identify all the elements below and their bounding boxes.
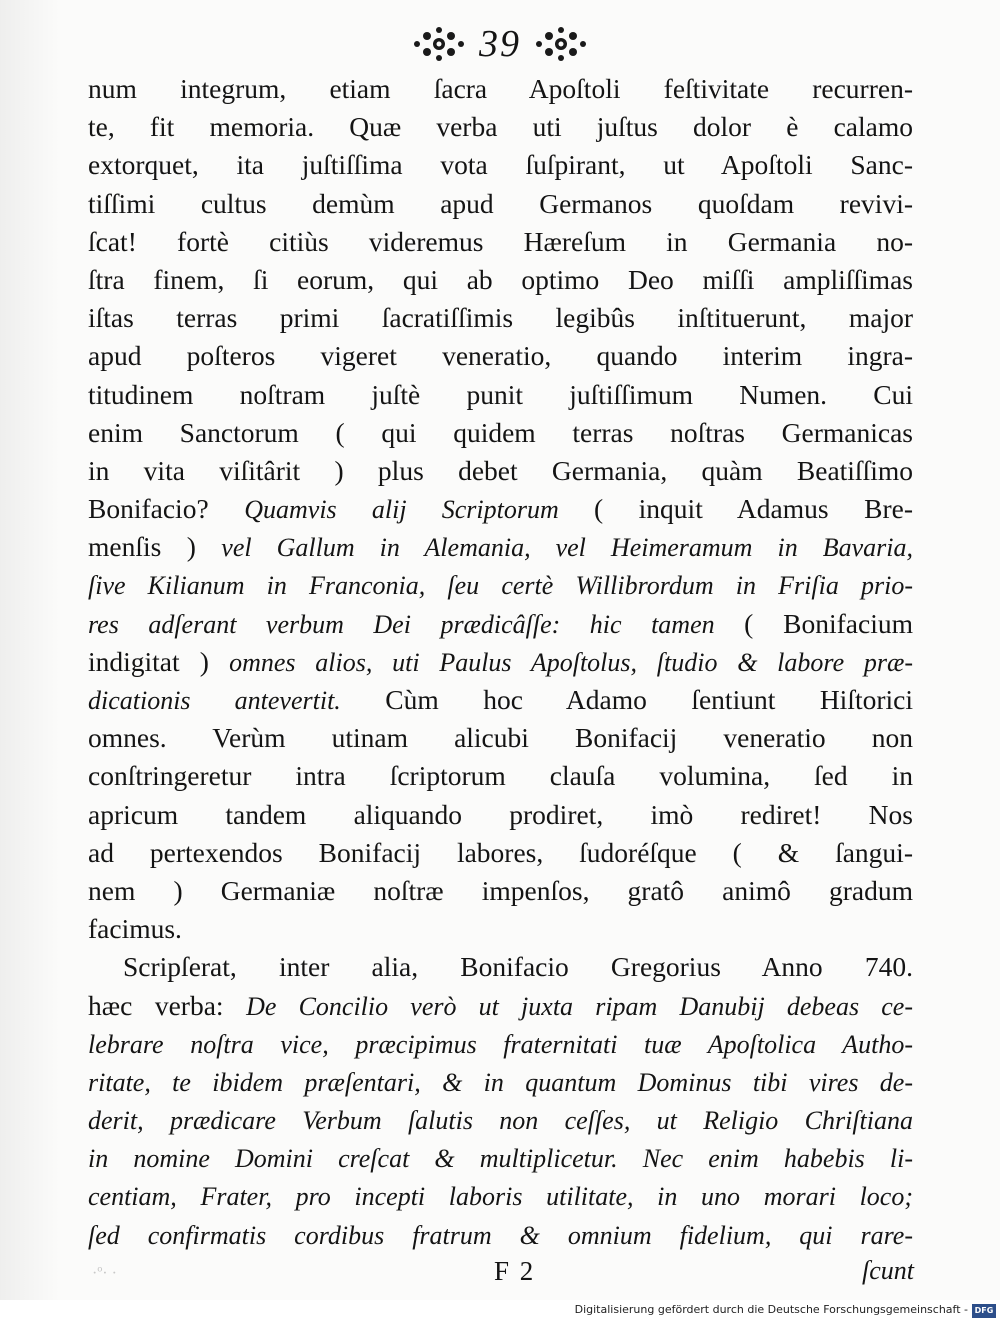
italic-text-segment: in nomine Domini creſcat & multiplicetur. Nec enim habebis li- xyxy=(88,1144,913,1174)
dfg-logo-icon: DFG xyxy=(972,1304,996,1318)
italic-text-segment: dicationis antevertit. xyxy=(88,686,341,715)
text-line xyxy=(88,566,913,604)
text-line xyxy=(88,528,913,566)
text-line xyxy=(88,948,913,986)
text-segment: conſtringeretur intra ſcriptorum clauſa volumina, ſed in xyxy=(88,760,913,792)
text-line xyxy=(88,872,913,910)
text-line xyxy=(88,719,913,757)
text-line xyxy=(88,1177,913,1215)
text-line xyxy=(88,605,913,643)
text-line xyxy=(88,834,913,872)
text-line xyxy=(88,757,913,795)
text-segment: Scripſerat, inter alia, Bonifacio Gregorius Anno 740. xyxy=(123,951,913,983)
text-line xyxy=(88,1063,913,1101)
text-segment: menſis ) xyxy=(88,531,222,563)
text-line xyxy=(88,223,913,261)
text-segment: indigitat ) xyxy=(88,645,230,677)
italic-text-segment: De Concilio verò ut juxta ripam Danubij debeas ce- xyxy=(246,991,913,1021)
text-segment: enim Sanctorum ( qui quidem terras noſtras Germanicas xyxy=(88,416,913,448)
body-text xyxy=(88,70,913,1254)
text-segment: in vita viſitârit ) plus debet Germania, quàm Beatiſſimo xyxy=(88,454,913,486)
text-line xyxy=(88,643,913,681)
text-segment: nem ) Germaniæ noſtræ impenſos, gratô animô gradum xyxy=(88,874,913,906)
text-line xyxy=(88,796,913,834)
text-segment: ſcat! fortè citiùs videremus Hæreſum in Germania no- xyxy=(88,225,913,257)
text-line xyxy=(88,337,913,375)
digitization-footer xyxy=(0,1300,1000,1325)
text-segment: titudinem noſtram juſtè punit juſtiſſimum Numen. Cui xyxy=(88,378,913,410)
italic-text-segment: ritate, te ibidem præſentari, & in quantum Dominus tibi vires de- xyxy=(88,1067,913,1097)
text-line xyxy=(88,452,913,490)
text-segment: hæc verba: xyxy=(88,989,247,1021)
text-line xyxy=(88,299,913,337)
text-segment: omnes. Verùm utinam alicubi Bonifacij veneratio non xyxy=(88,722,913,754)
text-line xyxy=(88,70,913,108)
text-segment: ( Bonifacium xyxy=(744,607,913,639)
fleuron-ornament-left-icon xyxy=(409,24,469,64)
text-segment: apud poſteros vigeret veneratio, quando interim ingra- xyxy=(88,340,913,372)
text-line xyxy=(88,185,913,223)
italic-text-segment: derit, prædicare Verbum ſalutis non ceſſes, ut Religio Chriſtiana xyxy=(88,1106,913,1136)
text-segment: ( inquit Adamus Bre- xyxy=(593,493,913,525)
italic-text-segment: omnes alios, uti Paulus Apoſtolus, ſtudio & labore præ- xyxy=(229,647,913,677)
text-line xyxy=(88,1216,913,1254)
text-segment: facimus. xyxy=(88,913,182,945)
text-line xyxy=(88,1025,913,1063)
italic-text-segment: ſed confirmatis cordibus fratrum & omnium fidelium, qui rare- xyxy=(88,1220,913,1250)
text-line xyxy=(88,376,913,414)
catchword: ſcunt xyxy=(862,1256,914,1285)
text-segment: ad pertexendos Bonifacij labores, ſudoréſque ( & ſangui- xyxy=(88,836,913,868)
signature-mark: F 2 xyxy=(494,1256,536,1286)
text-line xyxy=(88,108,913,146)
italic-text-segment: lebrare noſtra vice, præcipimus fraternitati tuæ Apoſtolica Autho- xyxy=(88,1029,913,1059)
text-segment: apricum tandem aliquando prodiret, imò rediret! Nos xyxy=(88,798,913,830)
text-line xyxy=(88,146,913,184)
page-header xyxy=(0,22,1000,72)
text-line xyxy=(88,987,913,1025)
text-line xyxy=(88,414,913,452)
text-line xyxy=(88,261,913,299)
text-segment: Bonifacio? xyxy=(88,493,245,525)
text-segment: iſtas terras primi ſacratiſſimis legibûs inſtituerunt, major xyxy=(88,302,913,334)
text-line xyxy=(88,681,913,719)
text-segment: tiſſimi cultus demùm apud Germanos quoſdam revivi- xyxy=(88,187,913,219)
text-segment: Cùm hoc Adamo ſentiunt Hiſtorici xyxy=(340,684,913,715)
fleuron-ornament-right-icon xyxy=(531,24,591,64)
text-line xyxy=(88,910,913,948)
text-line xyxy=(88,490,913,528)
text-segment: te, fit memoria. Quæ verba uti juſtus dolor è calamo xyxy=(88,111,913,143)
italic-text-segment: centiam, Frater, pro incepti laboris utilitate, in uno morari loco; xyxy=(88,1182,913,1212)
text-line xyxy=(88,1101,913,1139)
italic-text-segment: vel Gallum in Alemania, vel Heimeramum in Bavaria, xyxy=(221,533,913,563)
italic-text-segment: Quamvis alij Scriptorum xyxy=(244,495,594,525)
page-number: 39 xyxy=(479,23,521,65)
text-line xyxy=(88,1139,913,1177)
text-segment: num integrum, etiam ſacra Apoſtoli feſtivitate recurren- xyxy=(88,73,913,104)
text-segment: ſtra finem, ſi eorum, qui ab optimo Deo miſſi ampliſſimas xyxy=(88,263,913,295)
italic-text-segment: res adſerant verbum Dei prædicâſſe: hic tamen xyxy=(88,609,745,639)
italic-text-segment: ſive Kilianum in Franconia, ſeu certè Willibrordum in Friſia prio- xyxy=(88,571,913,601)
digitization-credit: Digitalisierung gefördert durch die Deutsche Forschungsgemeinschaft - xyxy=(574,1303,968,1316)
text-segment: extorquet, ita juſtiſſima vota ſuſpirant, ut Apoſtoli Sanc- xyxy=(88,149,913,181)
bleed-through-mark: ·º· · xyxy=(92,1265,117,1282)
